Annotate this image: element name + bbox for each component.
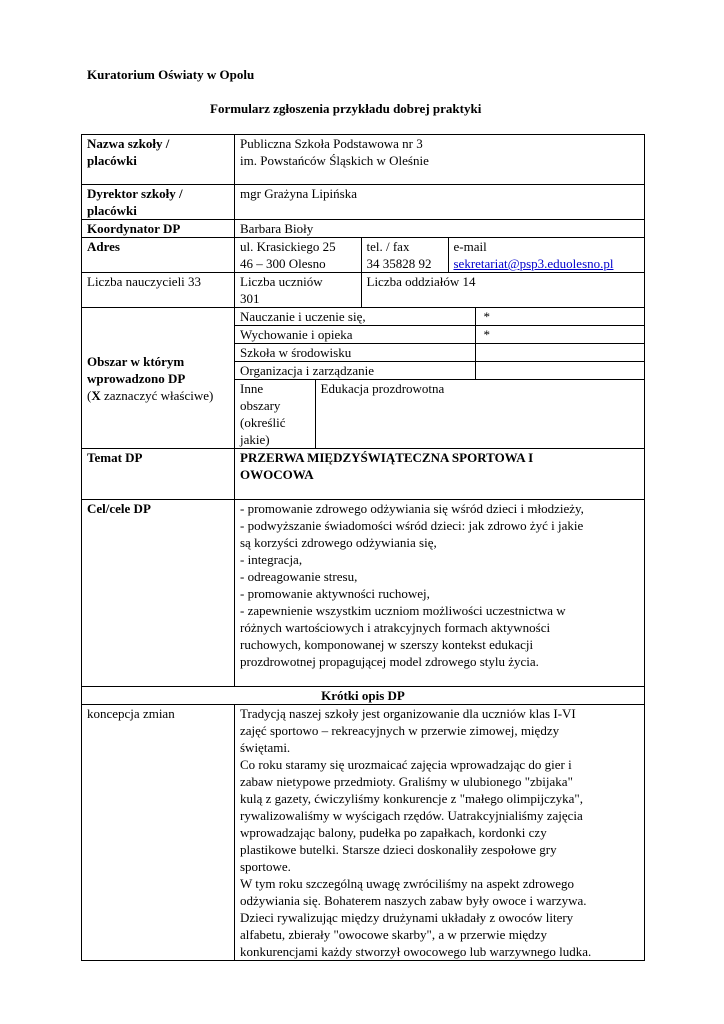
address-email-cell: e-mail sekretariat@psp3.eduolesno.pl (448, 238, 644, 272)
area-option-management: Organizacja i zarządzanie (235, 362, 475, 380)
topic-label: Temat DP (82, 449, 235, 500)
organization-header: Kuratorium Oświaty w Opolu (87, 67, 255, 82)
row-coordinator (82, 220, 645, 238)
row-school-name (82, 135, 645, 185)
row-area (82, 308, 645, 449)
counts-cells (235, 273, 645, 308)
row-goals (82, 500, 645, 687)
row-topic (82, 449, 645, 500)
address-cells (235, 238, 645, 273)
area-other-inner (235, 380, 644, 448)
row-concept (82, 705, 645, 961)
area-label: Obszar w którym wprowadzono DP (X zaznaczyć właściwe) (82, 308, 235, 449)
counts-inner-table (235, 273, 644, 307)
school-name-value: Publiczna Szkoła Podstawowa nr 3 im. Powstańców Śląskich w Oleśnie (235, 135, 645, 185)
address-street: ul. Krasickiego 25 46 – 300 Olesno (235, 238, 361, 272)
address-label: Adres (82, 238, 235, 273)
director-value: mgr Grażyna Lipińska (235, 185, 645, 220)
area-mark-management[interactable] (475, 362, 644, 380)
area-option-teaching: Nauczanie i uczenie się, (235, 308, 475, 326)
area-option-upbringing: Wychowanie i opieka (235, 326, 475, 344)
goals-label: Cel/cele DP (82, 500, 235, 687)
row-summary-header (82, 687, 645, 705)
area-options (235, 308, 645, 449)
classes-count: Liczba oddziałów 14 (361, 273, 644, 307)
area-other (235, 380, 644, 449)
area-mark-community[interactable] (475, 344, 644, 362)
area-other-label: Inne obszary (określić jakie) (235, 380, 315, 448)
area-option-community: Szkoła w środowisku (235, 344, 475, 362)
director-label: Dyrektor szkoły / placówki (82, 185, 235, 220)
area-inner-table (235, 308, 644, 448)
row-director (82, 185, 645, 220)
topic-value: PRZERWA MIĘDZYŚWIĄTECZNA SPORTOWA I OWOCOWA (235, 449, 645, 500)
row-address (82, 238, 645, 273)
area-other-value: Edukacja prozdrowotna (315, 380, 644, 448)
students-count: Liczba uczniów 301 (235, 273, 361, 307)
row-counts (82, 273, 645, 308)
concept-value: Tradycją naszej szkoły jest organizowanie dla uczniów klas I-VI zajęć sportowo – rekreacyjnych w przerwie zimowej, między świętami. Co roku staramy się urozmaicać zajęcia wprowadzając do gier i zabaw nietypowe przedmioty. Graliśmy w ulubionego "zbijaka" kulą z gazety, ćwiczyliśmy konkurencje z "małego olimpijczyka", rywalizowaliśmy w wyścigach rzędów. Uatrakcyjnialiśmy zajęcia wprowadzając balony, pudełka po zapałkach, kordonki czy plastikowe butelki. Starsze dzieci doskonaliły zespołowe gry sportowe. W tym roku szczególną uwagę zwróciliśmy na aspekt zdrowego odżywiania się. Bohaterem naszych zabaw były owoce i warzywa. Dzieci rywalizując między drużynami układały z owoców litery alfabetu, zbierały "owocowe skarby", a w przerwie między konkurencjami każdy stworzył owocowego lub warzywnego ludka. (235, 705, 645, 961)
coordinator-value: Barbara Bioły (235, 220, 645, 238)
goals-value: - promowanie zdrowego odżywiania się wśród dzieci i młodzieży, - podwyższanie świadomości wśród dzieci: jak zdrowo żyć i jakie są korzyści zdrowego odżywiania się, - integracja, - odreagowanie stresu, - promowanie aktywności ruchowej, - zapewnienie wszystkim uczniom możliwości uczestnictwa w różnych wartościowych i atrakcyjnych formach aktywności ruchowych, komponowanej w szerszy kontekst edukacji prozdrowotnej propagującej model zdrowego stylu życia. (235, 500, 645, 687)
school-name-label: Nazwa szkoły / placówki (82, 135, 235, 185)
teachers-count: Liczba nauczycieli 33 (82, 273, 235, 308)
area-mark-upbringing[interactable]: * (475, 326, 644, 344)
form-title: Formularz zgłoszenia przykładu dobrej praktyki (210, 101, 482, 116)
concept-label: koncepcja zmian (82, 705, 235, 961)
address-inner-table (235, 238, 644, 272)
form-table (81, 134, 645, 961)
area-mark-teaching[interactable]: * (475, 308, 644, 326)
coordinator-label: Koordynator DP (82, 220, 235, 238)
address-phone: tel. / fax 34 35828 92 (361, 238, 448, 272)
summary-header: Krótki opis DP (82, 687, 645, 705)
email-link[interactable]: sekretariat@psp3.eduolesno.pl (453, 256, 614, 271)
